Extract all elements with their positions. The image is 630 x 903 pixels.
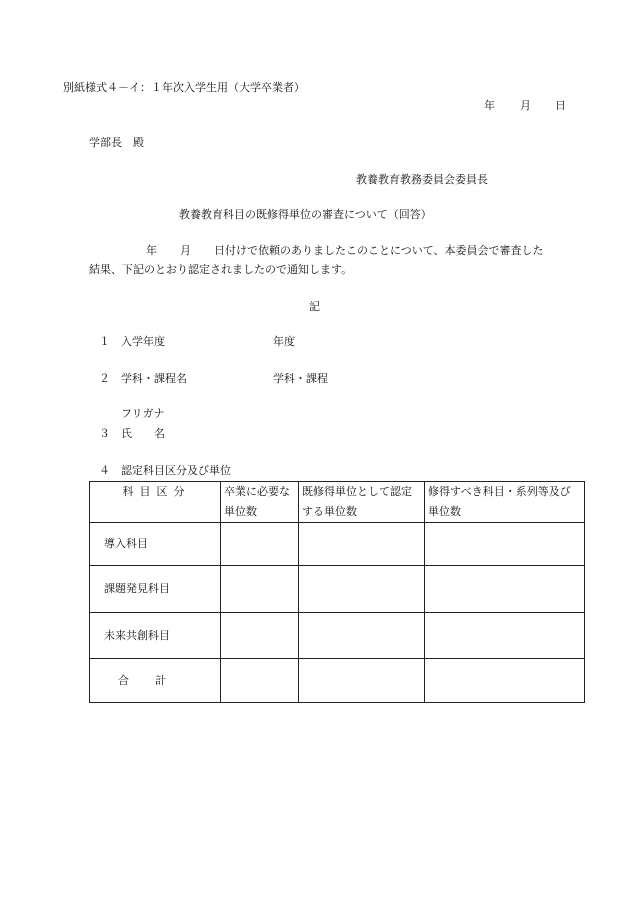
item1-label: 入学年度 [121,335,165,348]
row-label-intro: 導入科目 [90,523,221,566]
cell-required[interactable] [221,566,299,613]
header-todo-line2: 単位数 [428,505,461,518]
header-todo-line1: 修得すべき科目・系列等及び [428,485,571,498]
header-todo [425,482,585,523]
cell-todo[interactable] [425,613,585,659]
body-year: 年 [146,244,157,257]
item2-value: 学科・課程 [273,372,328,385]
item2-label: 学科・課程名 [121,372,187,385]
cell-prior[interactable] [299,613,425,659]
table-row [90,566,585,613]
header-prior [299,482,425,523]
item3-number: ３ [99,427,110,440]
item1-value: 年度 [273,335,295,348]
header-required-line1: 卒業に必要な [224,485,290,498]
header-required [221,482,299,523]
credits-table [89,481,585,703]
cell-required[interactable] [221,659,299,703]
date-year: 年 [484,99,495,112]
cell-todo[interactable] [425,659,585,703]
header-subject: 科目区分 [90,482,221,523]
form-id: 別紙様式４－イ：１年次入学生用（大学卒業者） [63,81,305,94]
item4-number: ４ [99,464,110,477]
addressee: 学部長 殿 [89,136,144,149]
row-label-discovery: 課題発見科目 [90,566,221,613]
sender: 教養教育教務委員会委員長 [356,173,488,186]
header-prior-line1: 既修得単位として認定 [302,485,412,498]
table-row [90,659,585,703]
document-title: 教養教育科目の既修得単位の審査について（回答） [179,208,432,221]
cell-todo[interactable] [425,523,585,566]
date-day: 日 [555,99,566,112]
ki-heading: 記 [309,300,320,313]
item3-label: 氏 名 [121,427,165,440]
item1-number: １ [99,335,110,348]
item4-label: 認定科目区分及び単位 [121,464,231,477]
date-month: 月 [520,99,531,112]
cell-prior[interactable] [299,659,425,703]
cell-required[interactable] [221,613,299,659]
furigana-label: フリガナ [121,407,165,420]
header-required-line2: 単位数 [224,505,257,518]
table-header-row [90,482,585,523]
row-label-total: 合計 [90,659,221,703]
cell-required[interactable] [221,523,299,566]
body-line1: 日付けで依頼のありましたこのことについて、本委員会で審査した [214,244,544,257]
cell-prior[interactable] [299,523,425,566]
table-row [90,613,585,659]
cell-prior[interactable] [299,566,425,613]
body-month: 月 [180,244,191,257]
item2-number: ２ [99,372,110,385]
body-line2: 結果、下記のとおり認定されましたので通知します。 [89,263,353,276]
table-row [90,523,585,566]
header-prior-line2: する単位数 [302,505,357,518]
cell-todo[interactable] [425,566,585,613]
row-label-future: 未来共創科目 [90,613,221,659]
